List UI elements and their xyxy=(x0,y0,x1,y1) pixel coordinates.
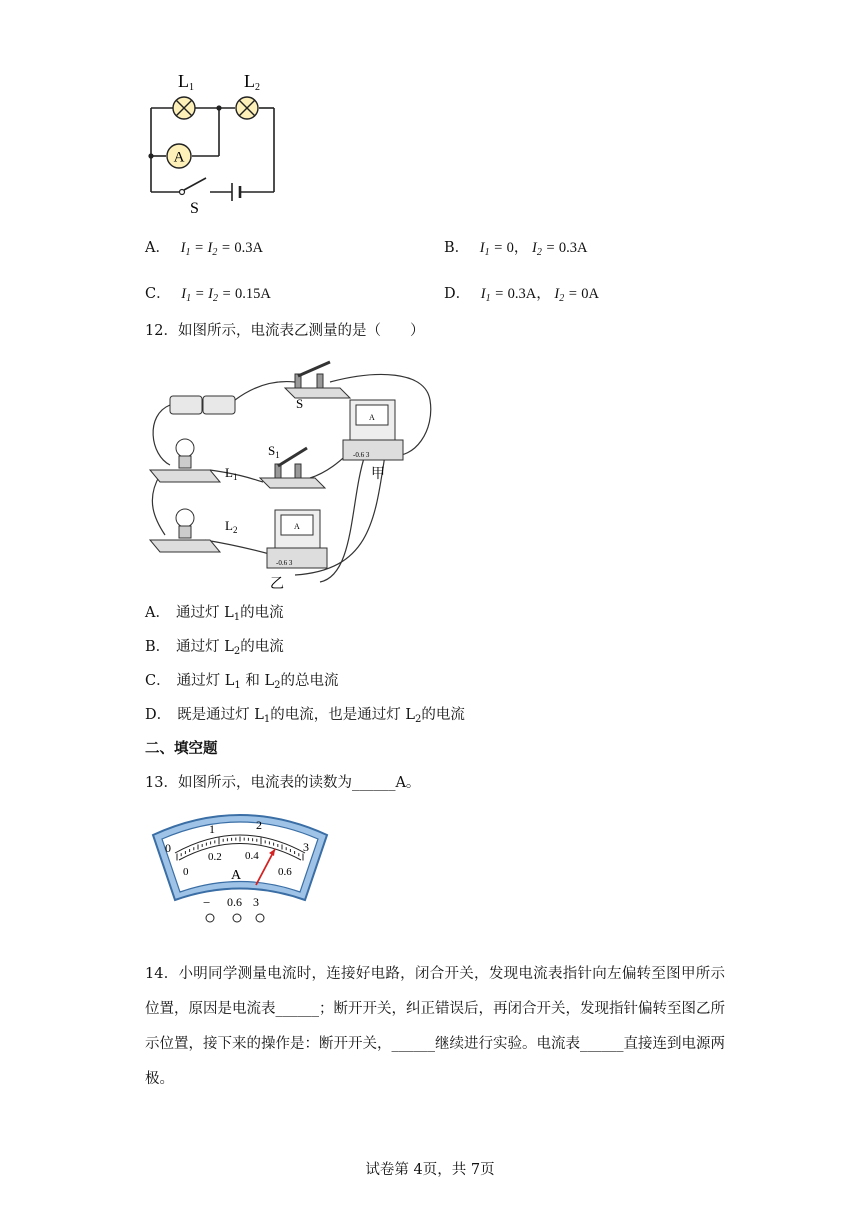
svg-text:0.6: 0.6 xyxy=(227,895,242,909)
svg-text:3: 3 xyxy=(253,895,259,909)
svg-text:0: 0 xyxy=(183,866,189,878)
q12-option-c: C． 通过灯 $L_1$ 和 $L_2$的总电流 xyxy=(145,673,339,691)
svg-text:0.6: 0.6 xyxy=(278,866,292,878)
svg-text:L2: $L_2$ xyxy=(225,518,238,535)
q12-option-a: A． 通过灯 $L_1$的电流 xyxy=(145,605,284,623)
q12-option-b: B． 通过灯 $L_2$的电流 xyxy=(145,639,284,657)
svg-text:0: 0 xyxy=(165,841,171,855)
svg-text:1: 1 xyxy=(209,822,215,836)
q14-text: 14．小明同学测量电流时，连接好电路，闭合开关，发现电流表指针向左偏转至图甲所示位置，原因是电流表______；断开开关，纠正错误后，再闭合开关，发现指针偏转至图乙所示位置，接下来的操作是：断开开关，______继续进行实验。电流表______直接连到电源两极。 xyxy=(145,966,725,1087)
svg-text:A: A xyxy=(294,522,300,531)
label-l1: L1 xyxy=(178,71,194,93)
label-switch: S xyxy=(190,200,199,215)
q12-stem: 12．如图所示，电流表乙测量的是（ ） xyxy=(145,323,425,339)
q11-option-a: A． $I_1 = I_2 = 0.3A$ xyxy=(145,240,263,258)
svg-text:-0.6 3: -0.6 3 xyxy=(353,451,370,459)
page-footer: 试卷第 4页，共 7页 xyxy=(365,1162,495,1178)
lamp-l2 xyxy=(236,97,258,119)
ammeter-dial-q13 xyxy=(145,805,335,930)
svg-text:A: A xyxy=(173,149,185,166)
q13-stem: 13．如图所示，电流表的读数为______A。 xyxy=(145,775,421,791)
svg-text:L1: $L_1$ xyxy=(225,465,238,482)
svg-text:2: 2 xyxy=(256,818,262,832)
svg-text:S1: $S_1$ xyxy=(268,443,280,460)
section-heading: 二、填空题 xyxy=(145,740,218,757)
circuit-diagram-q11 xyxy=(140,65,290,215)
circuit-photo-q12 xyxy=(145,360,440,595)
label-l2: L2 xyxy=(244,71,260,93)
q11-option-b: B． $I_1 = 0$， $I_2 = 0.3A$ xyxy=(444,240,588,258)
q11-option-d: D． $I_1 = 0.3A$， $I_2 = 0A$ xyxy=(444,286,599,304)
svg-text:3: 3 xyxy=(303,840,309,854)
svg-text:0.2: 0.2 xyxy=(208,851,222,863)
svg-text:A: A xyxy=(231,868,242,883)
svg-text:-0.6 3: -0.6 3 xyxy=(276,559,293,567)
svg-text:乙: 乙 xyxy=(270,577,284,592)
lamp-l1 xyxy=(173,97,195,119)
ammeter-symbol xyxy=(167,144,191,168)
svg-text:0.4: 0.4 xyxy=(245,850,259,862)
svg-text:甲: 甲 xyxy=(371,467,385,482)
q11-option-c: C． $I_1 = I_2 = 0.15A$ xyxy=(145,286,271,304)
svg-text:A: A xyxy=(369,413,375,422)
svg-text:−: − xyxy=(203,895,211,910)
svg-text:S: S xyxy=(296,396,304,411)
q12-option-d: D． 既是通过灯 $L_1$的电流，也是通过灯 $L_2$的电流 xyxy=(145,707,465,725)
